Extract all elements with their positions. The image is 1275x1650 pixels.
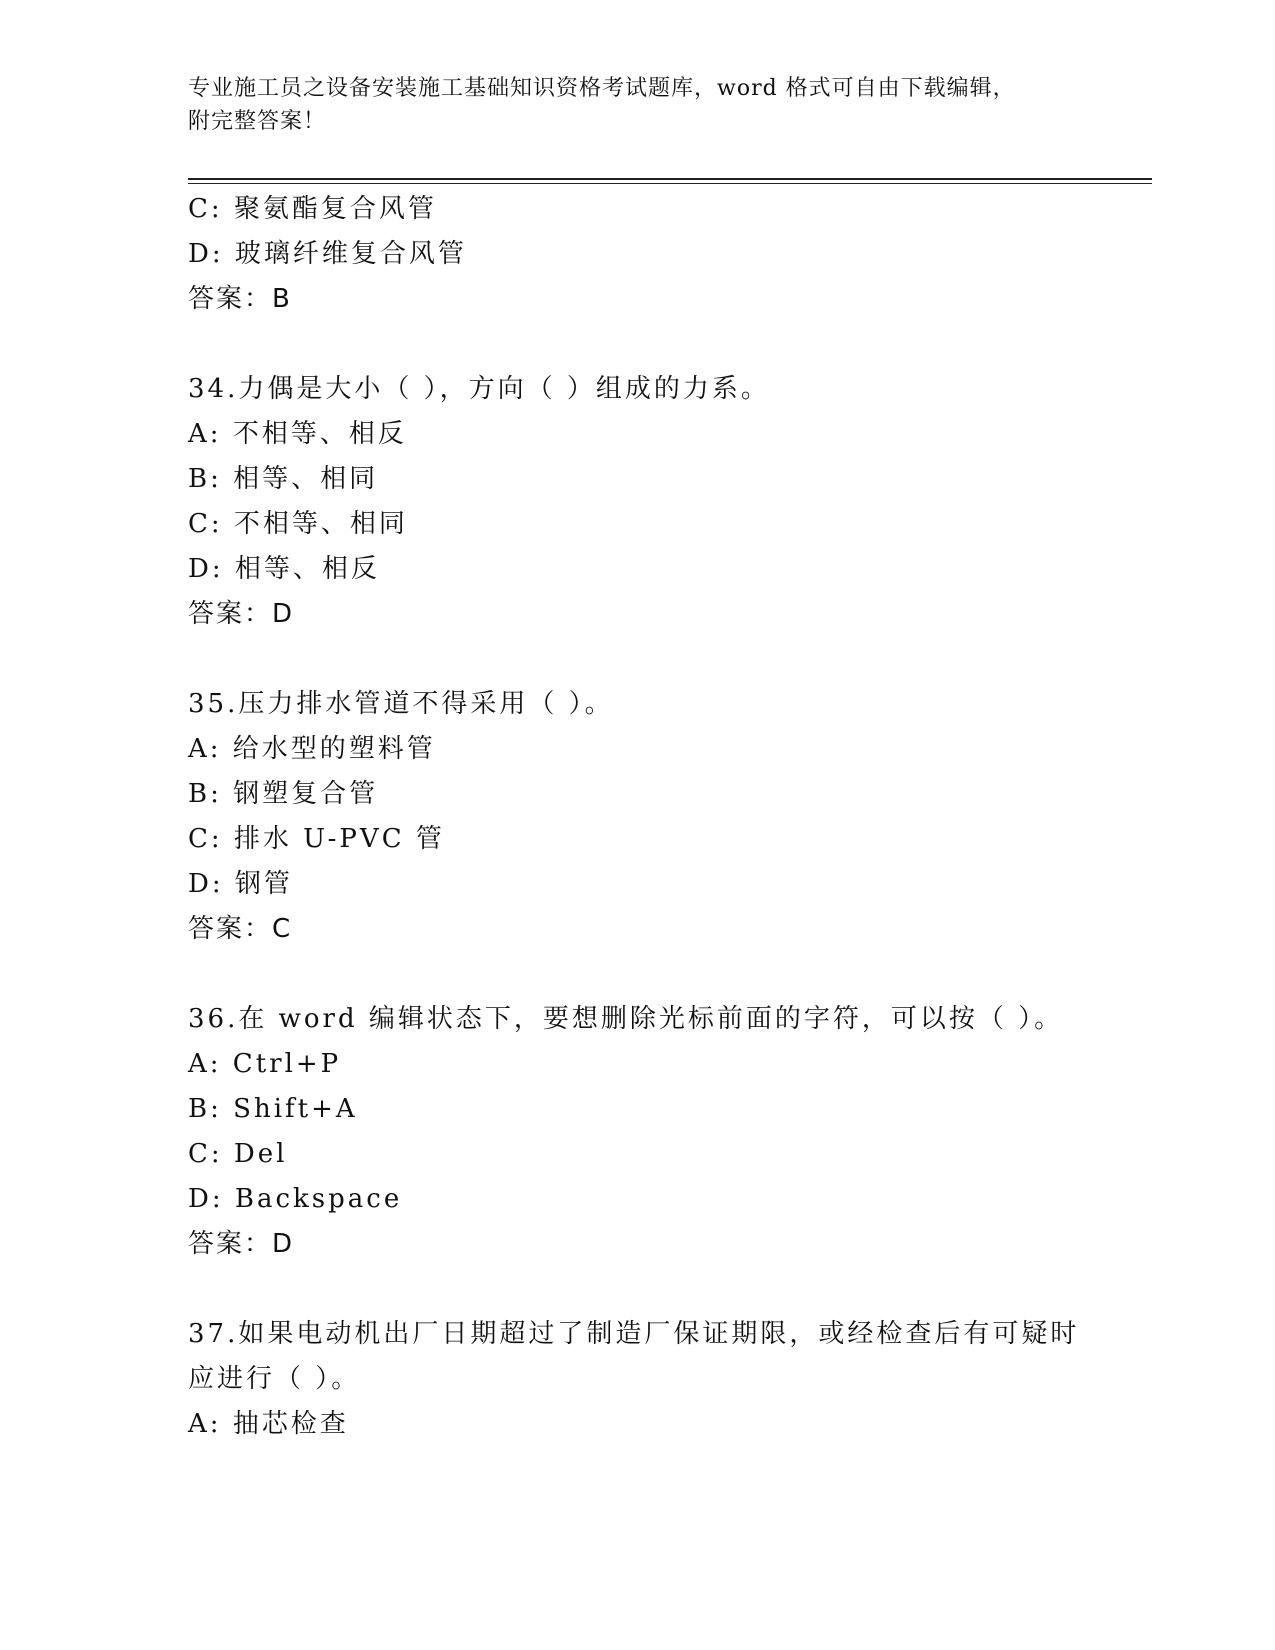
question-37-continued: 应进行（ ）。	[188, 1364, 361, 1394]
header-divider-thick	[188, 178, 1152, 180]
answer-line: 答案：D	[188, 599, 295, 629]
document-header	[188, 72, 1048, 138]
option-c: C: 不相等、相同	[188, 509, 408, 539]
header-line-1: 专业施工员之设备安装施工基础知识资格考试题库，word 格式可自由下载编辑，	[188, 76, 1016, 101]
option-a: A: 给水型的塑料管	[188, 734, 436, 764]
option-c: C: Del	[188, 1139, 288, 1169]
option-d: D: 钢管	[188, 869, 293, 899]
option-a: A: 抽芯检查	[188, 1409, 349, 1439]
answer-line: 答案：D	[188, 1229, 295, 1259]
answer-line: 答案：C	[188, 914, 293, 944]
option-b: B: 钢塑复合管	[188, 779, 379, 809]
question-37: 37.如果电动机出厂日期超过了制造厂保证期限，或经检查后有可疑时	[188, 1319, 1080, 1349]
question-34: 34.力偶是大小（ ），方向（ ）组成的力系。	[188, 374, 770, 404]
option-d: D: Backspace	[188, 1184, 403, 1214]
option-c: C: 聚氨酯复合风管	[188, 194, 437, 224]
header-divider-thin	[188, 183, 1152, 184]
header-line-2: 附完整答案！	[188, 109, 327, 134]
option-a: A: 不相等、相反	[188, 419, 407, 449]
question-35: 35.压力排水管道不得采用（ ）。	[188, 689, 614, 719]
option-b: B: Shift+A	[188, 1094, 358, 1124]
option-c: C: 排水 U-PVC 管	[188, 824, 445, 854]
option-d: D: 相等、相反	[188, 554, 380, 584]
option-b: B: 相等、相同	[188, 464, 379, 494]
answer-line: 答案：B	[188, 284, 292, 314]
option-d: D: 玻璃纤维复合风管	[188, 239, 467, 269]
question-36: 36.在 word 编辑状态下，要想删除光标前面的字符，可以按（ ）。	[188, 1004, 1064, 1034]
option-a: A: Ctrl+P	[188, 1049, 342, 1079]
